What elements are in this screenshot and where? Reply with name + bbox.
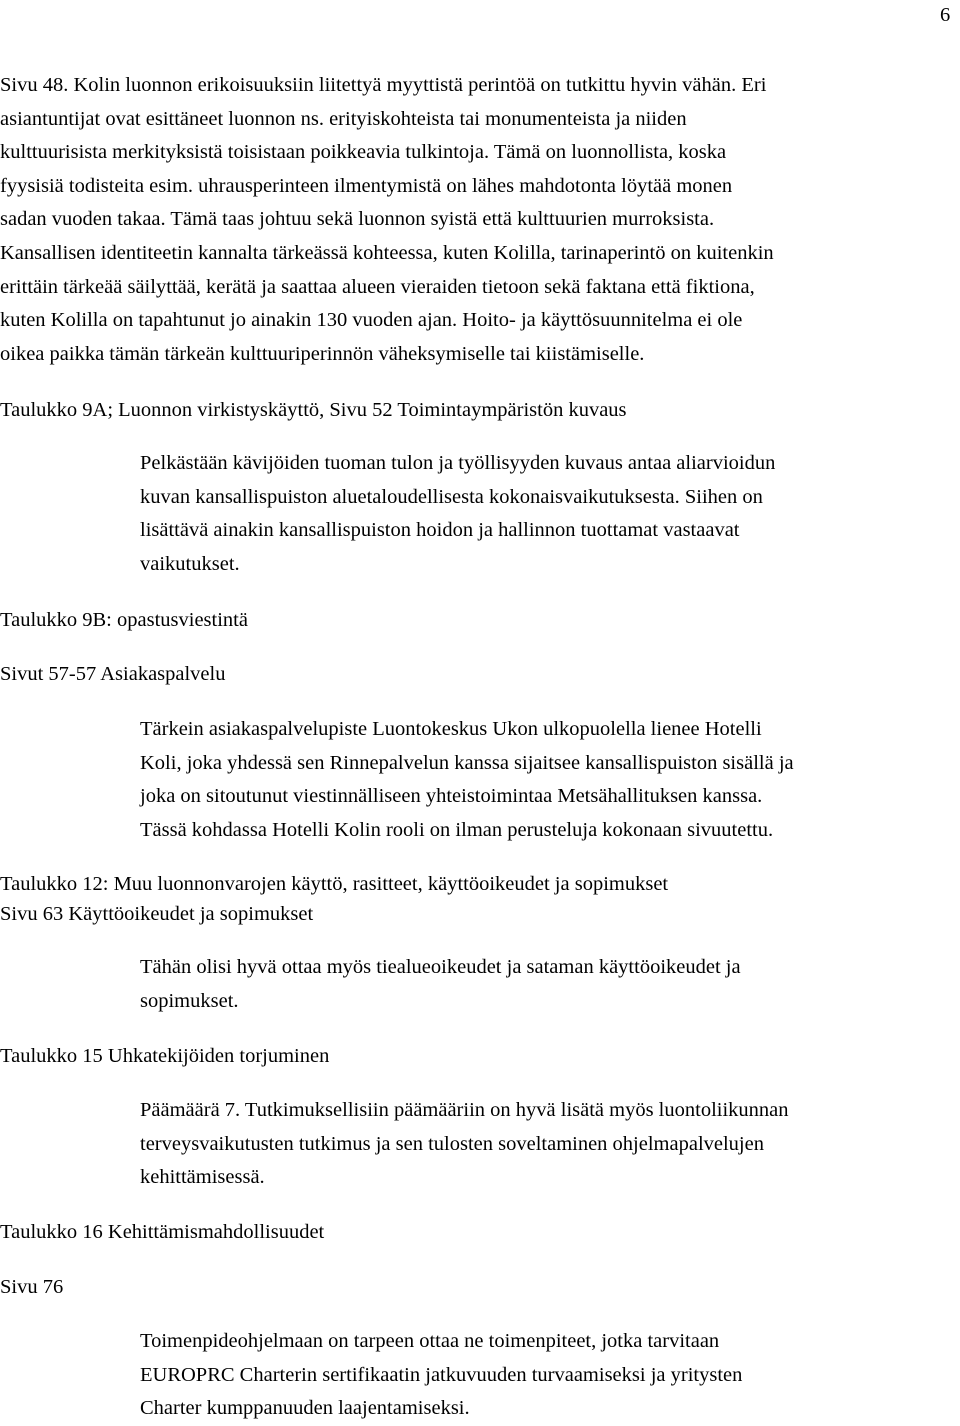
section-heading-12: Taulukko 12: Muu luonnonvarojen käyttö, rasitteet, käyttöoikeudet ja sopimukset: [0, 873, 669, 895]
section-heading-15: Taulukko 15 Uhkatekijöiden torjuminen: [0, 1045, 330, 1067]
paragraph-line: kulttuurisista merkityksistä toisistaan poikkeavia tulkintoja. Tämä on luonnollista, koska: [0, 141, 727, 164]
section-heading-pages-57: Sivut 57-57 Asiakaspalvelu: [0, 663, 226, 685]
comment-line: terveysvaikutusten tutkimus ja sen tulosten soveltaminen ohjelmapalvelujen: [140, 1132, 764, 1155]
comment-line: Charter kumppanuuden laajentamiseksi.: [140, 1397, 470, 1420]
page-number: 6: [940, 4, 951, 26]
comment-line: lisättävä ainakin kansallispuiston hoidon ja hallinnon tuottamat vastaavat: [140, 519, 740, 542]
paragraph-line: fyysisiä todisteita esim. uhrausperinteen ilmentymistä on lähes mahdotonta löytää monen: [0, 174, 733, 197]
comment-line: Päämäärä 7. Tutkimuksellisiin päämääriin on hyvä lisätä myös luontoliikunnan: [140, 1099, 789, 1121]
comment-line: kehittämisessä.: [140, 1166, 265, 1189]
comment-line: Toimenpideohjelmaan on tarpeen ottaa ne toimenpiteet, jotka tarvitaan: [140, 1330, 720, 1352]
comment-76: [140, 1325, 742, 1426]
comment-line: Pelkästään kävijöiden tuoman tulon ja työllisyyden kuvaus antaa aliarvioidun: [140, 452, 776, 474]
section-heading-9b: Taulukko 9B: opastusviestintä: [0, 609, 248, 631]
paragraph-line: erittäin tärkeää säilyttää, kerätä ja saattaa alueen vieraiden tietoon sekä faktana että fiktiona,: [0, 275, 755, 298]
comment-57: [140, 713, 794, 847]
comment-line: Koli, joka yhdessä sen Rinnepalvelun kanssa sijaitsee kansallispuiston sisällä ja: [140, 751, 794, 774]
paragraph-line: sadan vuoden takaa. Tämä taas johtuu sekä luonnon syistä että kulttuurien murroksista.: [0, 208, 715, 231]
comment-line: Tässä kohdassa Hotelli Kolin rooli on ilman perusteluja kokonaan sivuutettu.: [140, 818, 774, 841]
section-heading-page-63: Sivu 63 Käyttöoikeudet ja sopimukset: [0, 903, 314, 925]
comment-line: EUROPRC Charterin sertifikaatin jatkuvuuden turvaamiseksi ja yritysten: [140, 1363, 743, 1386]
comment-15: [140, 1094, 789, 1195]
comment-63: [140, 951, 741, 1018]
paragraph-line: Kansallisen identiteetin kannalta tärkeässä kohteessa, kuten Kolilla, tarinaperintö on kuitenkin: [0, 241, 774, 264]
comment-line: sopimukset.: [140, 989, 239, 1012]
intro-paragraph: [0, 69, 774, 371]
section-heading-page-76: Sivu 76: [0, 1276, 64, 1298]
section-heading-9a: Taulukko 9A; Luonnon virkistyskäyttö, Sivu 52 Toimintaympäristön kuvaus: [0, 399, 627, 421]
comment-line: Tärkein asiakaspalvelupiste Luontokeskus Ukon ulkopuolella lienee Hotelli: [140, 718, 762, 740]
paragraph-line: kuten Kolilla on tapahtunut jo ainakin 130 vuoden ajan. Hoito- ja käyttösuunnitelma ei ole: [0, 309, 743, 332]
comment-line: kuvan kansallispuiston aluetaloudellisesta kokonaisvaikutuksesta. Siihen on: [140, 485, 763, 508]
paragraph-line: oikea paikka tämän tärkeän kulttuuriperinnön väheksymiselle tai kiistämiselle.: [0, 342, 645, 365]
section-heading-16: Taulukko 16 Kehittämismahdollisuudet: [0, 1221, 325, 1243]
paragraph-line: asiantuntijat ovat esittäneet luonnon ns. erityiskohteista tai monumenteista ja niiden: [0, 107, 687, 130]
comment-line: Tähän olisi hyvä ottaa myös tiealueoikeudet ja sataman käyttöoikeudet ja: [140, 956, 741, 978]
paragraph-line: Sivu 48. Kolin luonnon erikoisuuksiin liitettyä myyttistä perintöä on tutkittu hyvin vähän. Eri: [0, 74, 767, 96]
comment-9a: [140, 447, 775, 581]
comment-line: vaikutukset.: [140, 552, 240, 575]
comment-line: joka on sitoutunut viestinnälliseen yhteistoimintaa Metsähallituksen kanssa.: [140, 785, 763, 808]
